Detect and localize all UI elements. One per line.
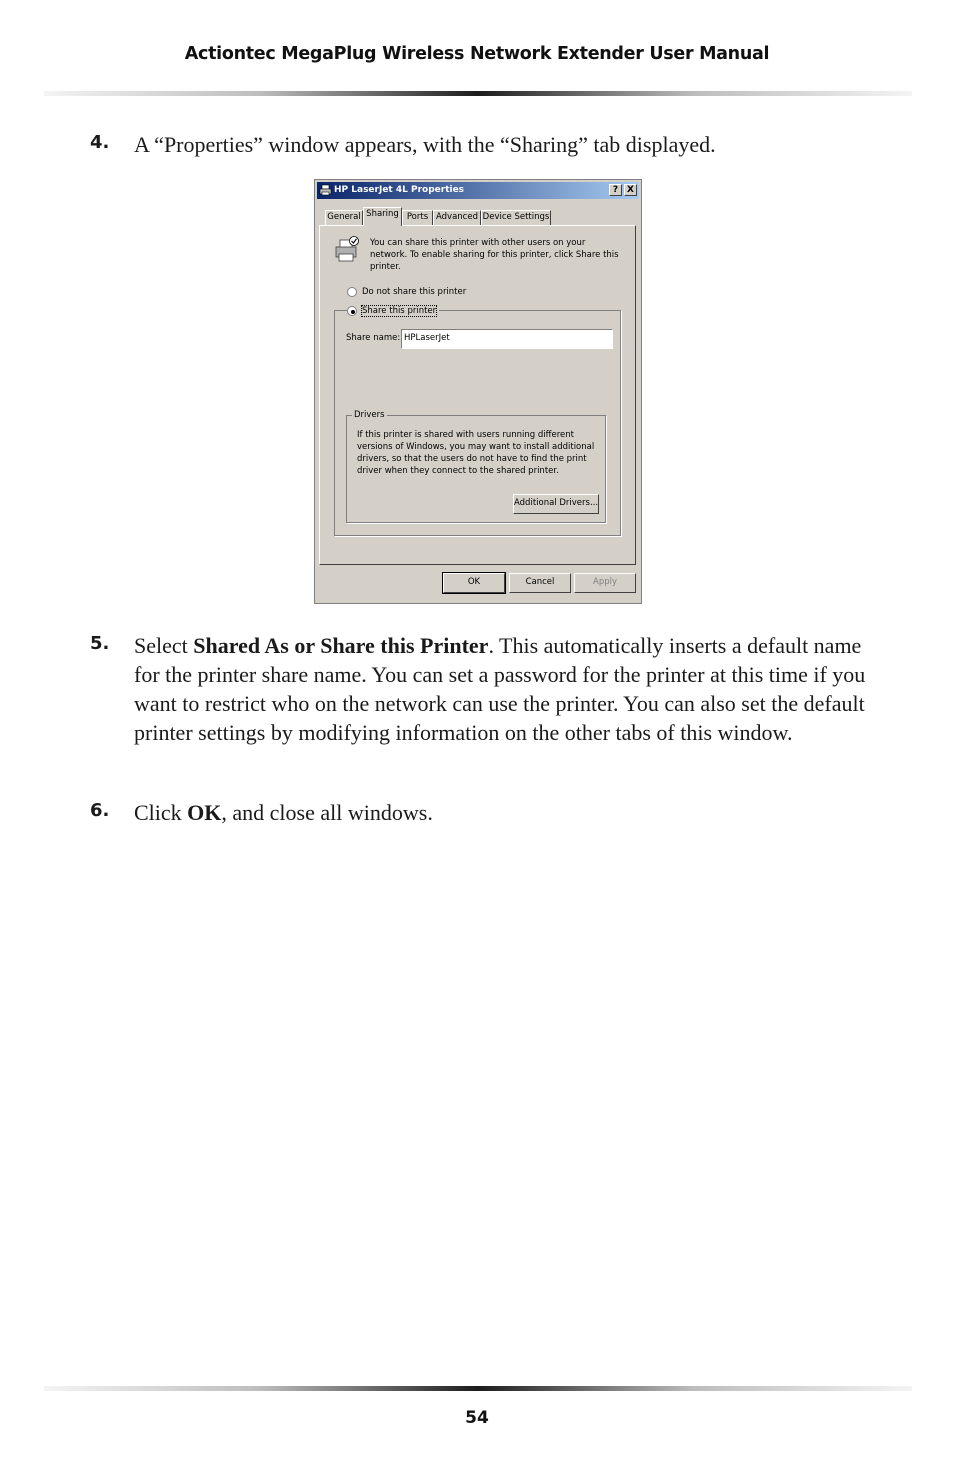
share-this-printer-radio[interactable]	[347, 306, 357, 316]
step-text-rest: , and close all windows.	[221, 800, 433, 825]
close-button[interactable]: X	[624, 184, 637, 196]
share-this-printer-label: Share this printer	[362, 306, 437, 316]
dialog-titlebar	[317, 182, 639, 199]
step-text-rest: . This automatically inserts a default name for the printer share name. You can set a password for the printer at this time if you want to restrict who on the network can use the printer. You can also set the default printer settings by modifying information on the other tabs of this window.	[134, 633, 866, 745]
share-groupbox	[334, 310, 621, 536]
step-number: 6.	[90, 800, 110, 821]
running-header: Actiontec MegaPlug Wireless Network Extender User Manual	[184, 44, 770, 64]
step-text: A “Properties” window appears, with the “Sharing” tab displayed.	[134, 132, 716, 157]
tab-ports[interactable]: Ports	[402, 210, 433, 226]
ok-button[interactable]: OK	[443, 573, 505, 593]
cancel-button[interactable]: Cancel	[509, 573, 571, 593]
step-number: 4.	[90, 132, 110, 153]
step-text-lead: Select	[134, 633, 194, 658]
do-not-share-option[interactable]	[347, 287, 466, 297]
properties-dialog	[314, 179, 642, 604]
tab-advanced[interactable]: Advanced	[433, 210, 481, 226]
share-this-printer-option[interactable]	[347, 306, 439, 316]
drivers-groupbox	[346, 410, 606, 523]
step-text	[134, 631, 870, 747]
printer-icon	[319, 184, 332, 196]
do-not-share-label: Do not share this printer	[362, 287, 467, 297]
share-name-label: Share name:	[346, 333, 401, 343]
footer-rule	[44, 1386, 912, 1391]
apply-button[interactable]: Apply	[574, 573, 636, 593]
step-emphasis: OK	[187, 800, 222, 825]
sharing-intro-text: You can share this printer with other users on your network. To enable sharing for this printer, click Share this printer.	[370, 238, 619, 272]
tab-sharing[interactable]: Sharing	[363, 207, 402, 226]
dialog-title: HP LaserJet 4L Properties	[334, 185, 465, 195]
page-number: 54	[465, 1408, 489, 1428]
step-text	[134, 798, 870, 827]
drivers-legend: Drivers	[354, 410, 385, 420]
shared-printer-icon	[334, 236, 360, 264]
sharing-panel	[319, 225, 636, 565]
tab-general[interactable]: General	[325, 210, 363, 226]
step-emphasis: Shared As or Share this Printer	[193, 633, 489, 658]
drivers-description: If this printer is shared with users running different versions of Windows, you may want to install additional drivers, so that the users do not have to find the print driver when they connect to the shared printer.	[357, 430, 595, 476]
header-rule	[44, 91, 912, 96]
step-number: 5.	[90, 633, 110, 654]
help-button[interactable]: ?	[609, 184, 622, 196]
step-text-lead: Click	[134, 800, 188, 825]
share-name-input[interactable]: HPLaserJet	[401, 329, 613, 349]
do-not-share-radio[interactable]	[347, 287, 357, 297]
tab-device-settings[interactable]: Device Settings	[481, 210, 551, 226]
additional-drivers-button[interactable]: Additional Drivers...	[513, 494, 599, 514]
